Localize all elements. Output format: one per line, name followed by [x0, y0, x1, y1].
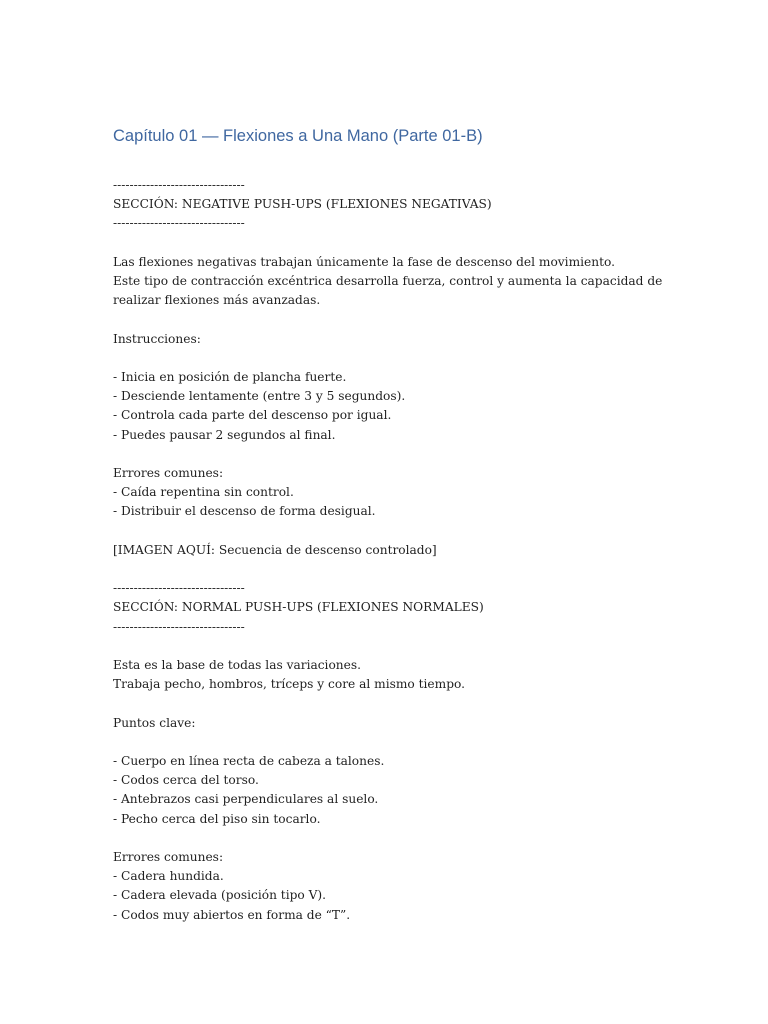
section-divider: -------------------------------- [113, 619, 245, 634]
list-item: - Codos cerca del torso. [113, 773, 259, 788]
list-item: - Controla cada parte del descenso por igual. [113, 408, 392, 423]
error-item: - Cadera hundida. [113, 869, 224, 884]
paragraph-spacer [113, 733, 673, 752]
list-item: - Desciende lentamente (entre 3 y 5 segundos). [113, 389, 406, 404]
section-negative-push-ups [113, 176, 673, 579]
paragraph-spacer [113, 522, 673, 541]
intro-line: Este tipo de contracción excéntrica desarrolla fuerza, control y aumenta la capacidad de [113, 274, 663, 288]
paragraph-spacer [113, 234, 673, 253]
document-page [113, 124, 673, 925]
intro-line: Esta es la base de todas las variaciones. [113, 657, 361, 672]
error-item: - Codos muy abiertos en forma de “T”. [113, 907, 351, 922]
list-item: - Inicia en posición de plancha fuerte. [113, 369, 347, 384]
errors-label: Errores comunes: [113, 465, 224, 480]
paragraph-spacer [113, 445, 673, 464]
error-item: - Distribuir el descenso de forma desigual. [113, 504, 376, 519]
error-item: - Cadera elevada (posición tipo V). [113, 888, 327, 903]
list-item: - Antebrazos casi perpendiculares al suelo. [113, 792, 379, 807]
document-body [113, 176, 673, 925]
intro-line: Las flexiones negativas trabajan únicamente la fase de descenso del movimiento. [113, 254, 615, 269]
paragraph-spacer [113, 694, 673, 713]
section-divider: -------------------------------- [113, 178, 245, 192]
section-divider: -------------------------------- [113, 216, 245, 231]
intro-line: realizar flexiones más avanzadas. [113, 293, 321, 308]
error-item: - Caída repentina sin control. [113, 485, 294, 500]
paragraph-spacer [113, 637, 673, 656]
section-heading: SECCIÓN: NEGATIVE PUSH-UPS (FLEXIONES NEGATIVAS) [113, 197, 492, 212]
list-label: Instrucciones: [113, 331, 201, 346]
chapter-title: Capítulo 01 — Flexiones a Una Mano (Parte 01-B) [113, 127, 483, 145]
paragraph-spacer [113, 560, 673, 579]
section-normal-push-ups [113, 579, 673, 925]
list-item: - Puedes pausar 2 segundos al final. [113, 427, 336, 442]
section-heading: SECCIÓN: NORMAL PUSH-UPS (FLEXIONES NORMALES) [113, 600, 484, 615]
list-label: Puntos clave: [113, 715, 196, 730]
image-placeholder: [IMAGEN AQUÍ: Secuencia de descenso controlado] [113, 542, 437, 557]
paragraph-spacer [113, 310, 673, 329]
errors-label: Errores comunes: [113, 849, 224, 864]
list-item: - Pecho cerca del piso sin tocarlo. [113, 811, 321, 826]
paragraph-spacer [113, 349, 673, 368]
section-divider: -------------------------------- [113, 581, 245, 596]
intro-line: Trabaja pecho, hombros, tríceps y core al mismo tiempo. [113, 677, 465, 692]
paragraph-spacer [113, 829, 673, 848]
list-item: - Cuerpo en línea recta de cabeza a talones. [113, 753, 385, 768]
